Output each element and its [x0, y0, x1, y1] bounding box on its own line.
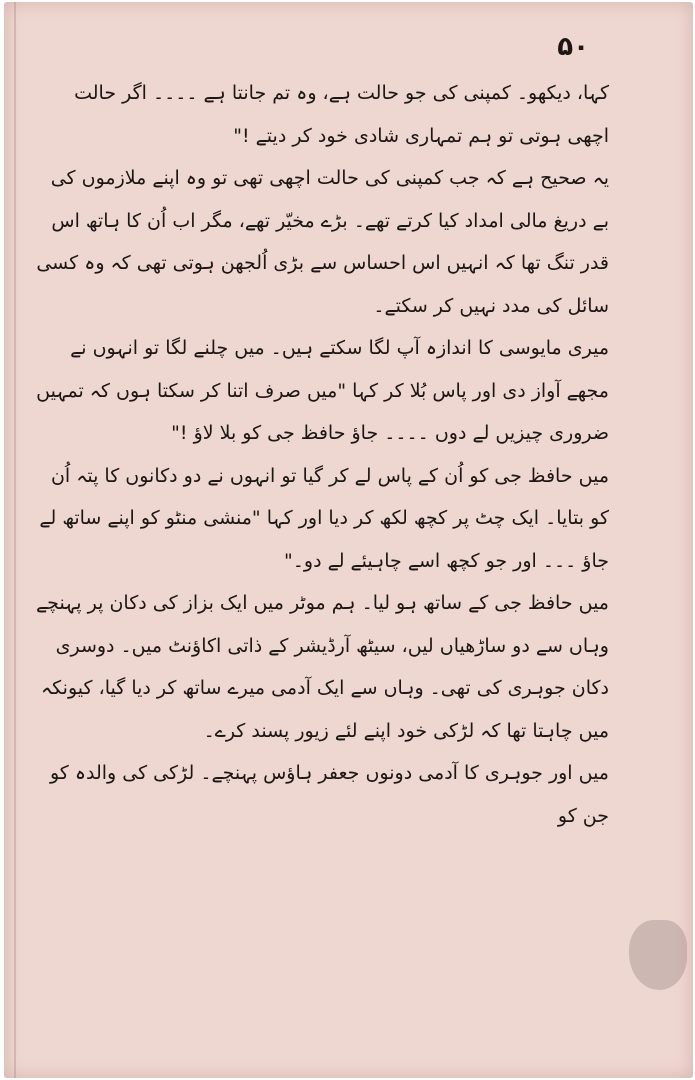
paragraph-6: میں اور جوہری کا آدمی دونوں جعفر ہاؤس پہنچے۔ لڑکی کی والدہ کو جن کو — [49, 762, 609, 827]
page-edge-shadow — [14, 2, 16, 1078]
paragraph-1: کہا، دیکھو۔ کمپنی کی جو حالت ہے، وہ تم جانتا ہے ۔۔۔۔ اگر حالت اچھی ہوتی تو ہم تمہاری شادی خود کر دیتے !" — [74, 82, 609, 147]
paragraph-4: میں حافظ جی کو اُن کے پاس لے کر گیا تو انہوں نے دو دکانوں کا پتہ اُن کو بتایا۔ ایک چٹ پر کچھ لکھ کر دیا اور کہا "منشی منٹو کو اپنے ساتھ لے جاؤ ۔۔۔ اور جو کچھ اسے چاہیئے لے دو۔" — [39, 464, 609, 572]
page-number: ۵۰ — [557, 32, 589, 62]
book-page — [4, 2, 693, 1078]
paragraph-3: میری مایوسی کا اندازہ آپ لگا سکتے ہیں۔ میں چلنے لگا تو انہوں نے مجھے آواز دی اور پاس بُلا کر کہا "میں صرف اتنا کر سکتا ہوں کہ تمہیں ضروری چیزیں لے دوں ۔۔۔۔ جاؤ حافظ جی کو بلا لاؤ !" — [36, 337, 609, 444]
ink-stain — [629, 920, 687, 990]
paragraph-2: یہ صحیح ہے کہ جب کمپنی کی حالت اچھی تھی تو وہ اپنے ملازموں کی بے دریغ مالی امداد کیا کرتے تھے۔ بڑے مخیّر تھے، مگر اب اُن کا ہاتھ اس قدر تنگ تھا کہ انہیں اس احساس سے بڑی اُلجھن ہوتی تھی کہ وہ کسی سائل کی مدد نہیں کر سکتے۔ — [36, 167, 609, 317]
paragraph-5: میں حافظ جی کے ساتھ ہو لیا۔ ہم موٹر میں ایک بزاز کی دکان پر پہنچے وہاں سے دو ساڑھیاں لیں، سیٹھ آرڈیشر کے ذاتی اکاؤنٹ میں۔ دوسری دکان جوہری کی تھی۔ وہاں سے ایک آدمی میرے ساتھ کر دیا گیا، کیونکہ میں چاہتا تھا کہ لڑکی خود اپنے لئے زیور پسند کرے۔ — [36, 592, 609, 742]
body-text — [34, 72, 609, 837]
